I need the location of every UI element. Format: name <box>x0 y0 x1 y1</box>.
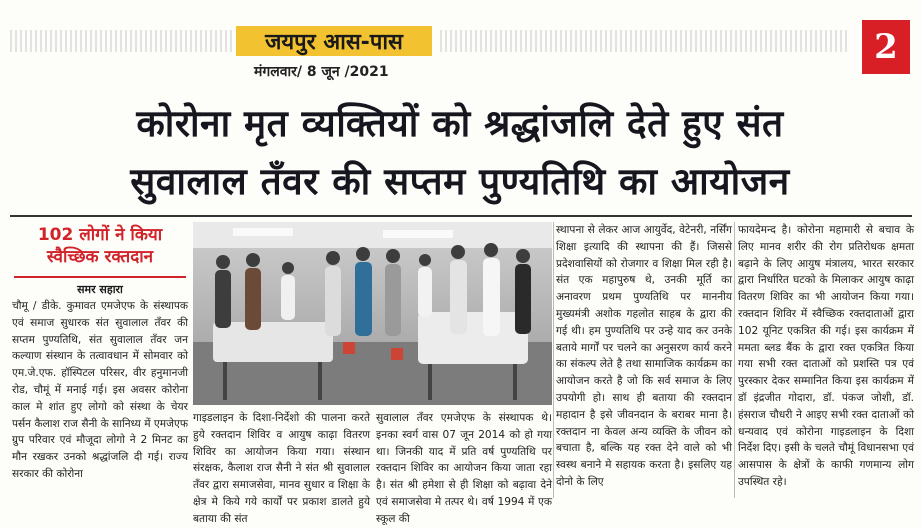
column-divider <box>734 222 735 498</box>
headline-line-1: कोरोना मृत व्यक्तियों को श्रद्धांजलि देते हुए संत <box>136 102 784 145</box>
article-column-5: फायदेमन्द है। कोरोना महामारी से बचाव के लिए मानव शरीर की रोग प्रतिरोधक क्षमता बढ़ाने के लिए आयुष मंत्रालय, भारत सरकार द्वारा निर्धारित घटको के मिलाकर आयुष काढ़ा वितरण शिविर का भी आयोजन किया गया। रक्तदान शिविर में स्वैच्छिक रक्तदाताओं द्वारा 102 यूनिट एकत्रित की गई। इस कार्यक्रम में ममता ब्लड बैंक के द्वारा रक्त एकत्रित किया गया सभी रक्त दाताओं को प्रशस्ति पत्र एवं पुरस्कार देकर सम्मानित किया इस कार्यक्रम में डॉ इंद्रजीत गोदारा, डॉ. पंकज जोशी, डॉ. हंसराज चौधरी ने आइए सभी रक्त दाताओं को धन्यवाद एवं कोरोना गाइडलाइन के दिशा निर्देश दिए। इसी के चलते चौमूं विधानसभा एवं आसपास के क्षेत्रों के काफी गणमान्य लोग उपस्थित रहे। <box>738 224 914 488</box>
subheadline-line-2: स्वैच्छिक रक्तदान <box>46 247 154 267</box>
article-column-1: चौमू / डीके. कुमावत एमजेएफ के संस्थापक एवं समाज सुधारक संत सुवालाल तँवर की सप्तम पुण्यतिथि, संत सुवालाल तँवर जन कल्याण संस्थान के तत्वावधान में सोमवार को एम.जे.एफ. हॉस्पिटल परिसर, वीर हनुमानजी रोड, चौमूं में मनाई गई। इस अवसर कोरोना काल मे शांत हुए लोगो को संस्था के चेयर पर्सन कैलाश राज सैनी के सानिध्य में एमजेएफ ग्रुप परिवार एवं मौजूदा लोगो ने 2 मिनट का मौन रखकर उनको श्रद्धांजलि दी गई। राज्य सरकार की कोरोना <box>12 300 188 480</box>
page-header <box>0 0 922 88</box>
subheadline-underline <box>14 276 186 278</box>
headline-divider <box>10 215 912 217</box>
column-divider <box>553 222 554 498</box>
header-rule-left <box>10 30 234 52</box>
blood-donation-camp-photo <box>193 222 552 405</box>
subheadline-line-1: 102 लोगों ने किया <box>37 225 163 245</box>
photo-illustration <box>193 222 552 405</box>
header-rule-right <box>440 30 850 52</box>
article-column-3: सुवालाल तँवर एमजेएफ के संस्थापक थे। इनका स्वर्ग वास 07 जून 2014 को हो गया था। जिनकी याद में प्रति वर्ष पुण्यतिथि पर रक्तदान शिविर का आयोजन किया जाता रहा है। संत श्री हमेशा से ही शिक्षा को बढ़ावा देने एवं समाजसेवा मे तत्पर थे। वर्ष 1994 में एक स्कूल की <box>376 412 552 525</box>
page-number: 2 <box>862 20 910 74</box>
headline-line-2: सुवालाल तँवर की सप्तम पुण्यतिथि का आयोजन <box>130 160 790 203</box>
subheadline <box>14 224 186 268</box>
article-column-4: स्थापना से लेकर आज आयुर्वेद, वेटेनरी, नर्सिंग शिक्षा इत्यादि की स्थापना की हैं। जिससे प्रदेशवासियों को रोजगार व शिक्षा मिल रही है। संत एक महापुरुष थे, उनकी मूर्ति का अनावरण प्रथम पुण्यतिथि पर माननीय मुख्यमंत्री अशोक गहलोत साहब के द्वारा की गई थी। हम पुण्यतिथि पर उन्हे याद कर उनके बताये मार्गों पर चलने का अनुसरण कार्य करने का संकल्प लेते है तथा सामाजिक कार्यक्रम का आयोजन करते है जो कि सर्व समाज के लिए उपयोगी हो। साथ ही बताया की रक्तदान महादान है इसे जीवनदान के बराबर माना है। रक्तदान ना केवल अन्य व्यक्ति के जीवन को बचाता है, बल्कि यह रक्त देने वाले को भी स्वस्थ बनाने मे सहायक करता है। इसलिए यह दोनो के लिए <box>556 224 732 488</box>
section-title: जयपुर आस-पास <box>236 26 432 56</box>
byline: समर सहारा <box>77 283 123 296</box>
article-column-2: गाइडलाइन के दिशा-निर्देशो की पालना करते हुये रक्तदान शिविर व आयुष काढ़ा वितरण शिविर का आयोजन किया गया। संस्थान संरक्षक, कैलाश राज सैनी ने संत श्री सुवालाल तँवर द्वारा समाजसेवा, मानव सुधार व शिक्षा के क्षेत्र मे किये गये कार्यों पर प्रकाश डालते हुये बताया की संत <box>193 412 370 525</box>
issue-date: मंगलवार/ 8 जून /2021 <box>254 64 389 80</box>
